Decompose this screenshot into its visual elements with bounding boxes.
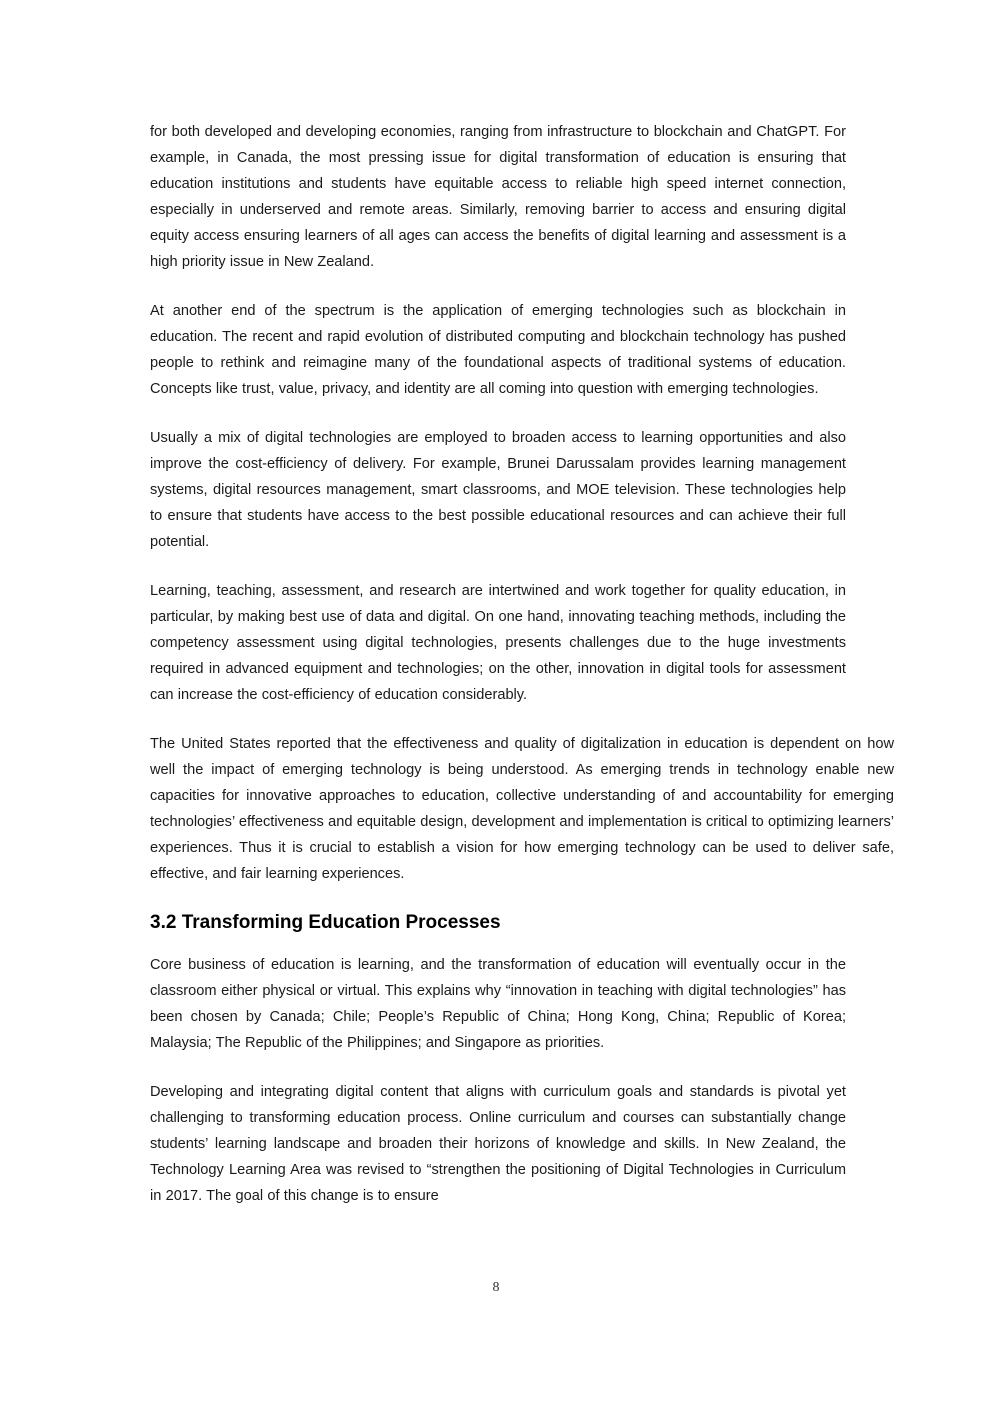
- paragraph-united-states: The United States reported that the effectiveness and quality of digitalization in education is dependent on how well the impact of emerging technology is being understood. As emerging trends in technology enable new capacities for innovative approaches to education, collective understanding of and accountability for emerging technologies’ effectiveness and equitable design, development and implementation is critical to optimizing learners’ experiences. Thus it is crucial to establish a vision for how emerging technology can be used to deliver safe, effective, and fair learning experiences.: [150, 736, 894, 882]
- page-number: 8: [492, 1280, 500, 1295]
- paragraph-blockchain: At another end of the spectrum is the application of emerging technologies such as blockchain in education. The recent and rapid evolution of distributed computing and blockchain technology has pushed people to rethink and reimagine many of the foundational aspects of traditional systems of education. Concepts like trust, value, privacy, and identity are all coming into question with emerging technologies.: [150, 303, 846, 397]
- paragraph-digital-content: Developing and integrating digital content that aligns with curriculum goals and standards is pivotal yet challenging to transforming education process. Online curriculum and courses can substantially change students’ learning landscape and broaden their horizons of knowledge and skills. In New Zealand, the Technology Learning Area was revised to “strengthen the positioning of Digital Technologies in Curriculum in 2017. The goal of this change is to ensure: [150, 1084, 846, 1204]
- section-heading: 3.2 Transforming Education Processes: [150, 912, 501, 933]
- paragraph-digital-access: for both developed and developing economies, ranging from infrastructure to blockchain and ChatGPT. For example, in Canada, the most pressing issue for digital transformation of education is ensuring that education institutions and students have equitable access to reliable high speed internet connection, especially in underserved and remote areas. Similarly, removing barrier to access and ensuring digital equity access ensuring learners of all ages can access the benefits of digital learning and assessment is a high priority issue in New Zealand.: [150, 124, 846, 270]
- paragraph-brunei: Usually a mix of digital technologies are employed to broaden access to learning opportunities and also improve the cost-efficiency of delivery. For example, Brunei Darussalam provides learning management systems, digital resources management, smart classrooms, and MOE television. These technologies help to ensure that students have access to the best possible educational resources and can achieve their full potential.: [150, 430, 846, 550]
- paragraph-core-business: Core business of education is learning, and the transformation of education will eventually occur in the classroom either physical or virtual. This explains why “innovation in teaching with digital technologies” has been chosen by Canada; Chile; People’s Republic of China; Hong Kong, China; Republic of Korea; Malaysia; The Republic of the Philippines; and Singapore as priorities.: [150, 957, 846, 1051]
- paragraph-learning-teaching: Learning, teaching, assessment, and research are intertwined and work together for quality education, in particular, by making best use of data and digital. On one hand, innovating teaching methods, including the competency assessment using digital technologies, presents challenges due to the huge investments required in advanced equipment and technologies; on the other, innovation in digital tools for assessment can increase the cost-efficiency of education considerably.: [150, 583, 846, 703]
- document-page: [150, 119, 894, 1232]
